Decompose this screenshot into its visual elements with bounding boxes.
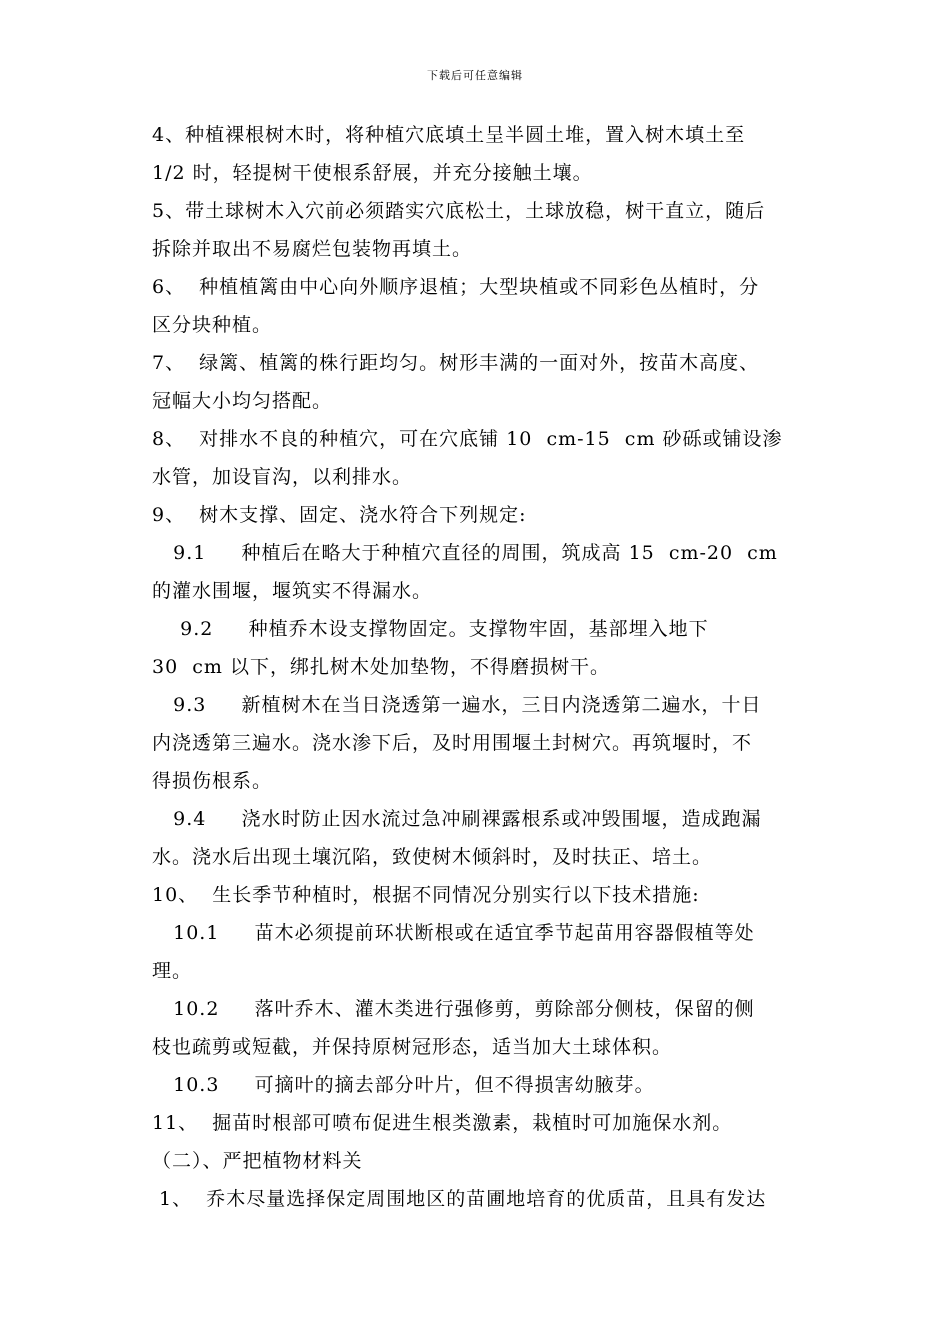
- text-line: 冠幅大小均匀搭配。: [152, 390, 333, 412]
- text-line: 9.3 新植树木在当日浇透第一遍水，三日内浇透第二遍水，十日: [152, 694, 762, 716]
- text-line: 的灌水围堰，堰筑实不得漏水。: [152, 580, 433, 602]
- text-line: 枝也疏剪或短截，并保持原树冠形态，适当加大土球体积。: [152, 1036, 673, 1058]
- text-line: 1、 乔木尽量选择保定周围地区的苗圃地培育的优质苗，且具有发达: [152, 1188, 767, 1210]
- text-line: 10、 生长季节种植时，根据不同情况分别实行以下技术措施:: [152, 884, 700, 906]
- text-line: 9、 树木支撑、固定、浇水符合下列规定:: [152, 504, 527, 526]
- text-line: 30 cm 以下，绑扎树木处加垫物，不得磨损树干。: [152, 656, 610, 678]
- text-line: 10.3 可摘叶的摘去部分叶片，但不得损害幼腋芽。: [152, 1074, 655, 1096]
- text-line: 8、 对排水不良的种植穴，可在穴底铺 10 cm-15 cm 砂砾或铺设渗: [152, 428, 783, 450]
- text-line: 水。浇水后出现土壤沉陷，致使树木倾斜时，及时扶正、培土。: [152, 846, 713, 868]
- text-line: 拆除并取出不易腐烂包装物再填土。: [152, 238, 473, 260]
- page-header: 下载后可任意编辑: [427, 69, 523, 82]
- text-line: 水管，加设盲沟，以利排水。: [152, 466, 413, 488]
- text-line: 7、 绿篱、植篱的株行距均匀。树形丰满的一面对外，按苗木高度、: [152, 352, 760, 374]
- text-line: 9.2 种植乔木设支撑物固定。支撑物牢固，基部埋入地下: [152, 618, 709, 640]
- text-line: 理。: [152, 960, 193, 982]
- text-line: 10.2 落叶乔木、灌木类进行强修剪，剪除部分侧枝，保留的侧: [152, 998, 755, 1020]
- text-line: 9.4 浇水时防止因水流过急冲刷裸露根系或冲毁围堰，造成跑漏: [152, 808, 762, 830]
- text-line: 9.1 种植后在略大于种植穴直径的周围，筑成高 15 cm-20 cm: [152, 542, 778, 564]
- text-line: 4、种植裸根树木时，将种植穴底填土呈半圆土堆，置入树木填土至: [152, 124, 746, 146]
- text-line: 得损伤根系。: [152, 770, 273, 792]
- text-line: 6、 种植植篱由中心向外顺序退植；大型块植或不同彩色丛植时，分: [152, 276, 760, 298]
- text-line: 10.1 苗木必须提前环状断根或在适宜季节起苗用容器假植等处: [152, 922, 755, 944]
- text-line: 1/2 时，轻提树干使根系舒展，并充分接触土壤。: [152, 162, 593, 184]
- section-heading: （二）、严把植物材料关: [152, 1150, 363, 1172]
- text-line: 5、带土球树木入穴前必须踏实穴底松土，土球放稳，树干直立，随后: [152, 200, 766, 222]
- text-line: 区分块种植。: [152, 314, 273, 336]
- text-line: 11、 掘苗时根部可喷布促进生根类激素，栽植时可加施保水剂。: [152, 1112, 733, 1134]
- text-line: 内浇透第三遍水。浇水渗下后，及时用围堰土封树穴。再筑堰时，不: [152, 732, 753, 754]
